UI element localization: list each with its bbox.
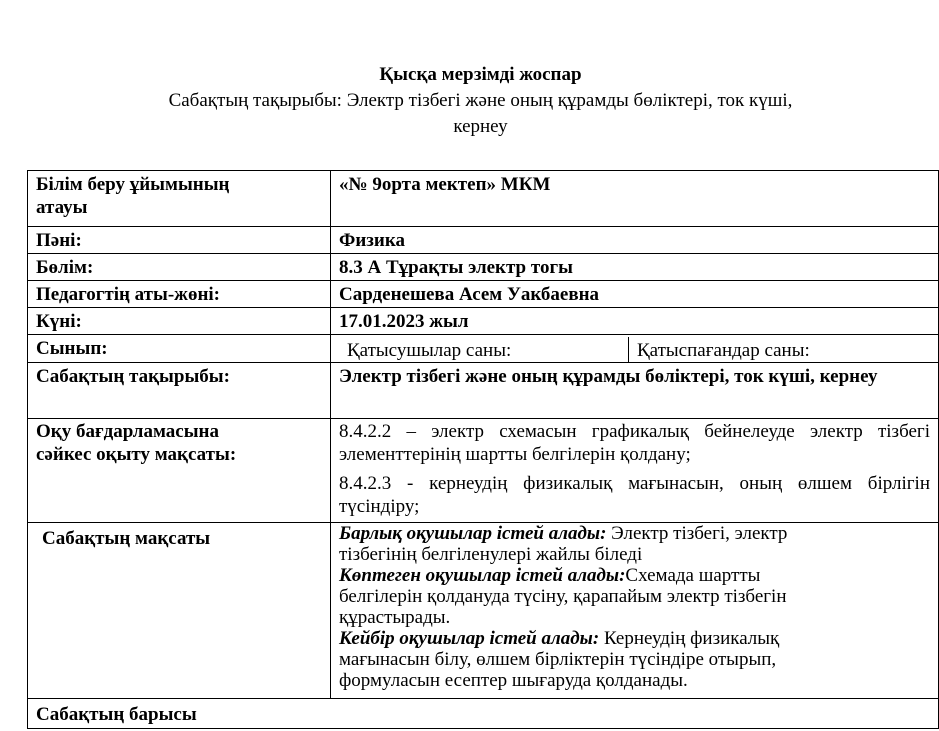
objectives-label-line2: сәйкес оқыту мақсаты: xyxy=(36,444,237,465)
topic-label: Сабақтың тақырыбы: xyxy=(28,363,331,419)
goals-label: Сабақтың мақсаты xyxy=(28,523,331,699)
goal-many-line2: белгілерін қолдануда түсіну, қарапайым электр тізбегін xyxy=(339,586,787,607)
class-label: Сынып: xyxy=(28,335,331,363)
document-title: Қысқа мерзімді жоспар xyxy=(379,64,582,85)
org-label-cell xyxy=(28,171,331,227)
row-organization xyxy=(28,171,939,227)
goal-all-text: Электр тізбегі, электр xyxy=(606,523,788,544)
row-section xyxy=(28,254,939,281)
objectives-label-line1: Оқу бағдарламасына xyxy=(36,421,219,442)
goal-some-lead: Кейбір оқушылар істей алады: xyxy=(339,628,600,649)
row-subject xyxy=(28,227,939,254)
teacher-value: Сарденешева Асем Уакбаевна xyxy=(331,281,939,308)
objective-item: 8.4.2.3 - кернеудің физикалық мағынасын, оның өлшем бірлігін түсіндіру; xyxy=(339,473,930,517)
subject-label: Пәні: xyxy=(28,227,331,254)
org-label-line2: атауы xyxy=(36,197,88,218)
subject-value: Физика xyxy=(331,227,939,254)
goal-all-lead: Барлық оқушылар істей алады: xyxy=(339,523,607,544)
goal-some-line2: мағынасын білу, өлшем бірліктерін түсіндіре отырып, xyxy=(339,649,777,670)
row-topic xyxy=(28,363,939,419)
document-header xyxy=(0,62,939,140)
topic-value: Электр тізбегі және оның құрамды бөліктері, ток күші, кернеу xyxy=(331,363,939,419)
org-value: «№ 9орта мектеп» МКМ xyxy=(331,171,939,227)
objective-item: 8.4.2.2 – электр схемасын графикалық бейнелеуде электр тізбегі элементтерінің шартты белгілерін қолдану; xyxy=(339,421,930,465)
row-progress xyxy=(28,699,939,729)
date-label: Күні: xyxy=(28,308,331,335)
row-date xyxy=(28,308,939,335)
present-count-label: Қатысушылар саны: xyxy=(339,337,629,362)
goal-some-text: Кернеудің физикалық xyxy=(599,628,780,649)
teacher-label: Педагогтің аты-жөні: xyxy=(28,281,331,308)
row-class xyxy=(28,335,939,363)
absent-count-label: Қатыспағандар саны: xyxy=(637,340,810,361)
goal-all-line1 xyxy=(339,523,930,544)
goal-many-line1 xyxy=(339,565,930,586)
goal-many-text: Схемада шартты xyxy=(625,565,761,586)
document-subtitle-line2: кернеу xyxy=(453,116,508,137)
document-subtitle-line1: Сабақтың тақырыбы: Электр тізбегі және оның құрамды бөліктері, ток күші, xyxy=(168,90,793,111)
section-label: Бөлім: xyxy=(28,254,331,281)
goal-all-line2: тізбегінің белгіленулері жайлы біледі xyxy=(339,544,643,565)
row-teacher xyxy=(28,281,939,308)
section-value: 8.3 А Тұрақты электр тогы xyxy=(331,254,939,281)
lesson-plan-table xyxy=(27,170,939,729)
goals-cell xyxy=(331,523,939,699)
org-label-line1: Білім беру ұйымының xyxy=(36,174,230,195)
progress-label: Сабақтың барысы xyxy=(28,699,939,729)
row-objectives xyxy=(28,419,939,523)
class-attendance-cell xyxy=(331,335,939,363)
goal-many-lead: Көптеген оқушылар істей алады: xyxy=(339,565,626,586)
goal-many-line3: құрастырады. xyxy=(339,607,451,628)
objectives-cell xyxy=(331,419,939,523)
date-value: 17.01.2023 жыл xyxy=(331,308,939,335)
row-goals xyxy=(28,523,939,699)
goal-some-line3: формуласын есептер шығаруда қолданады. xyxy=(339,670,688,691)
goal-some-line1 xyxy=(339,628,930,649)
objectives-label-cell xyxy=(28,419,331,523)
